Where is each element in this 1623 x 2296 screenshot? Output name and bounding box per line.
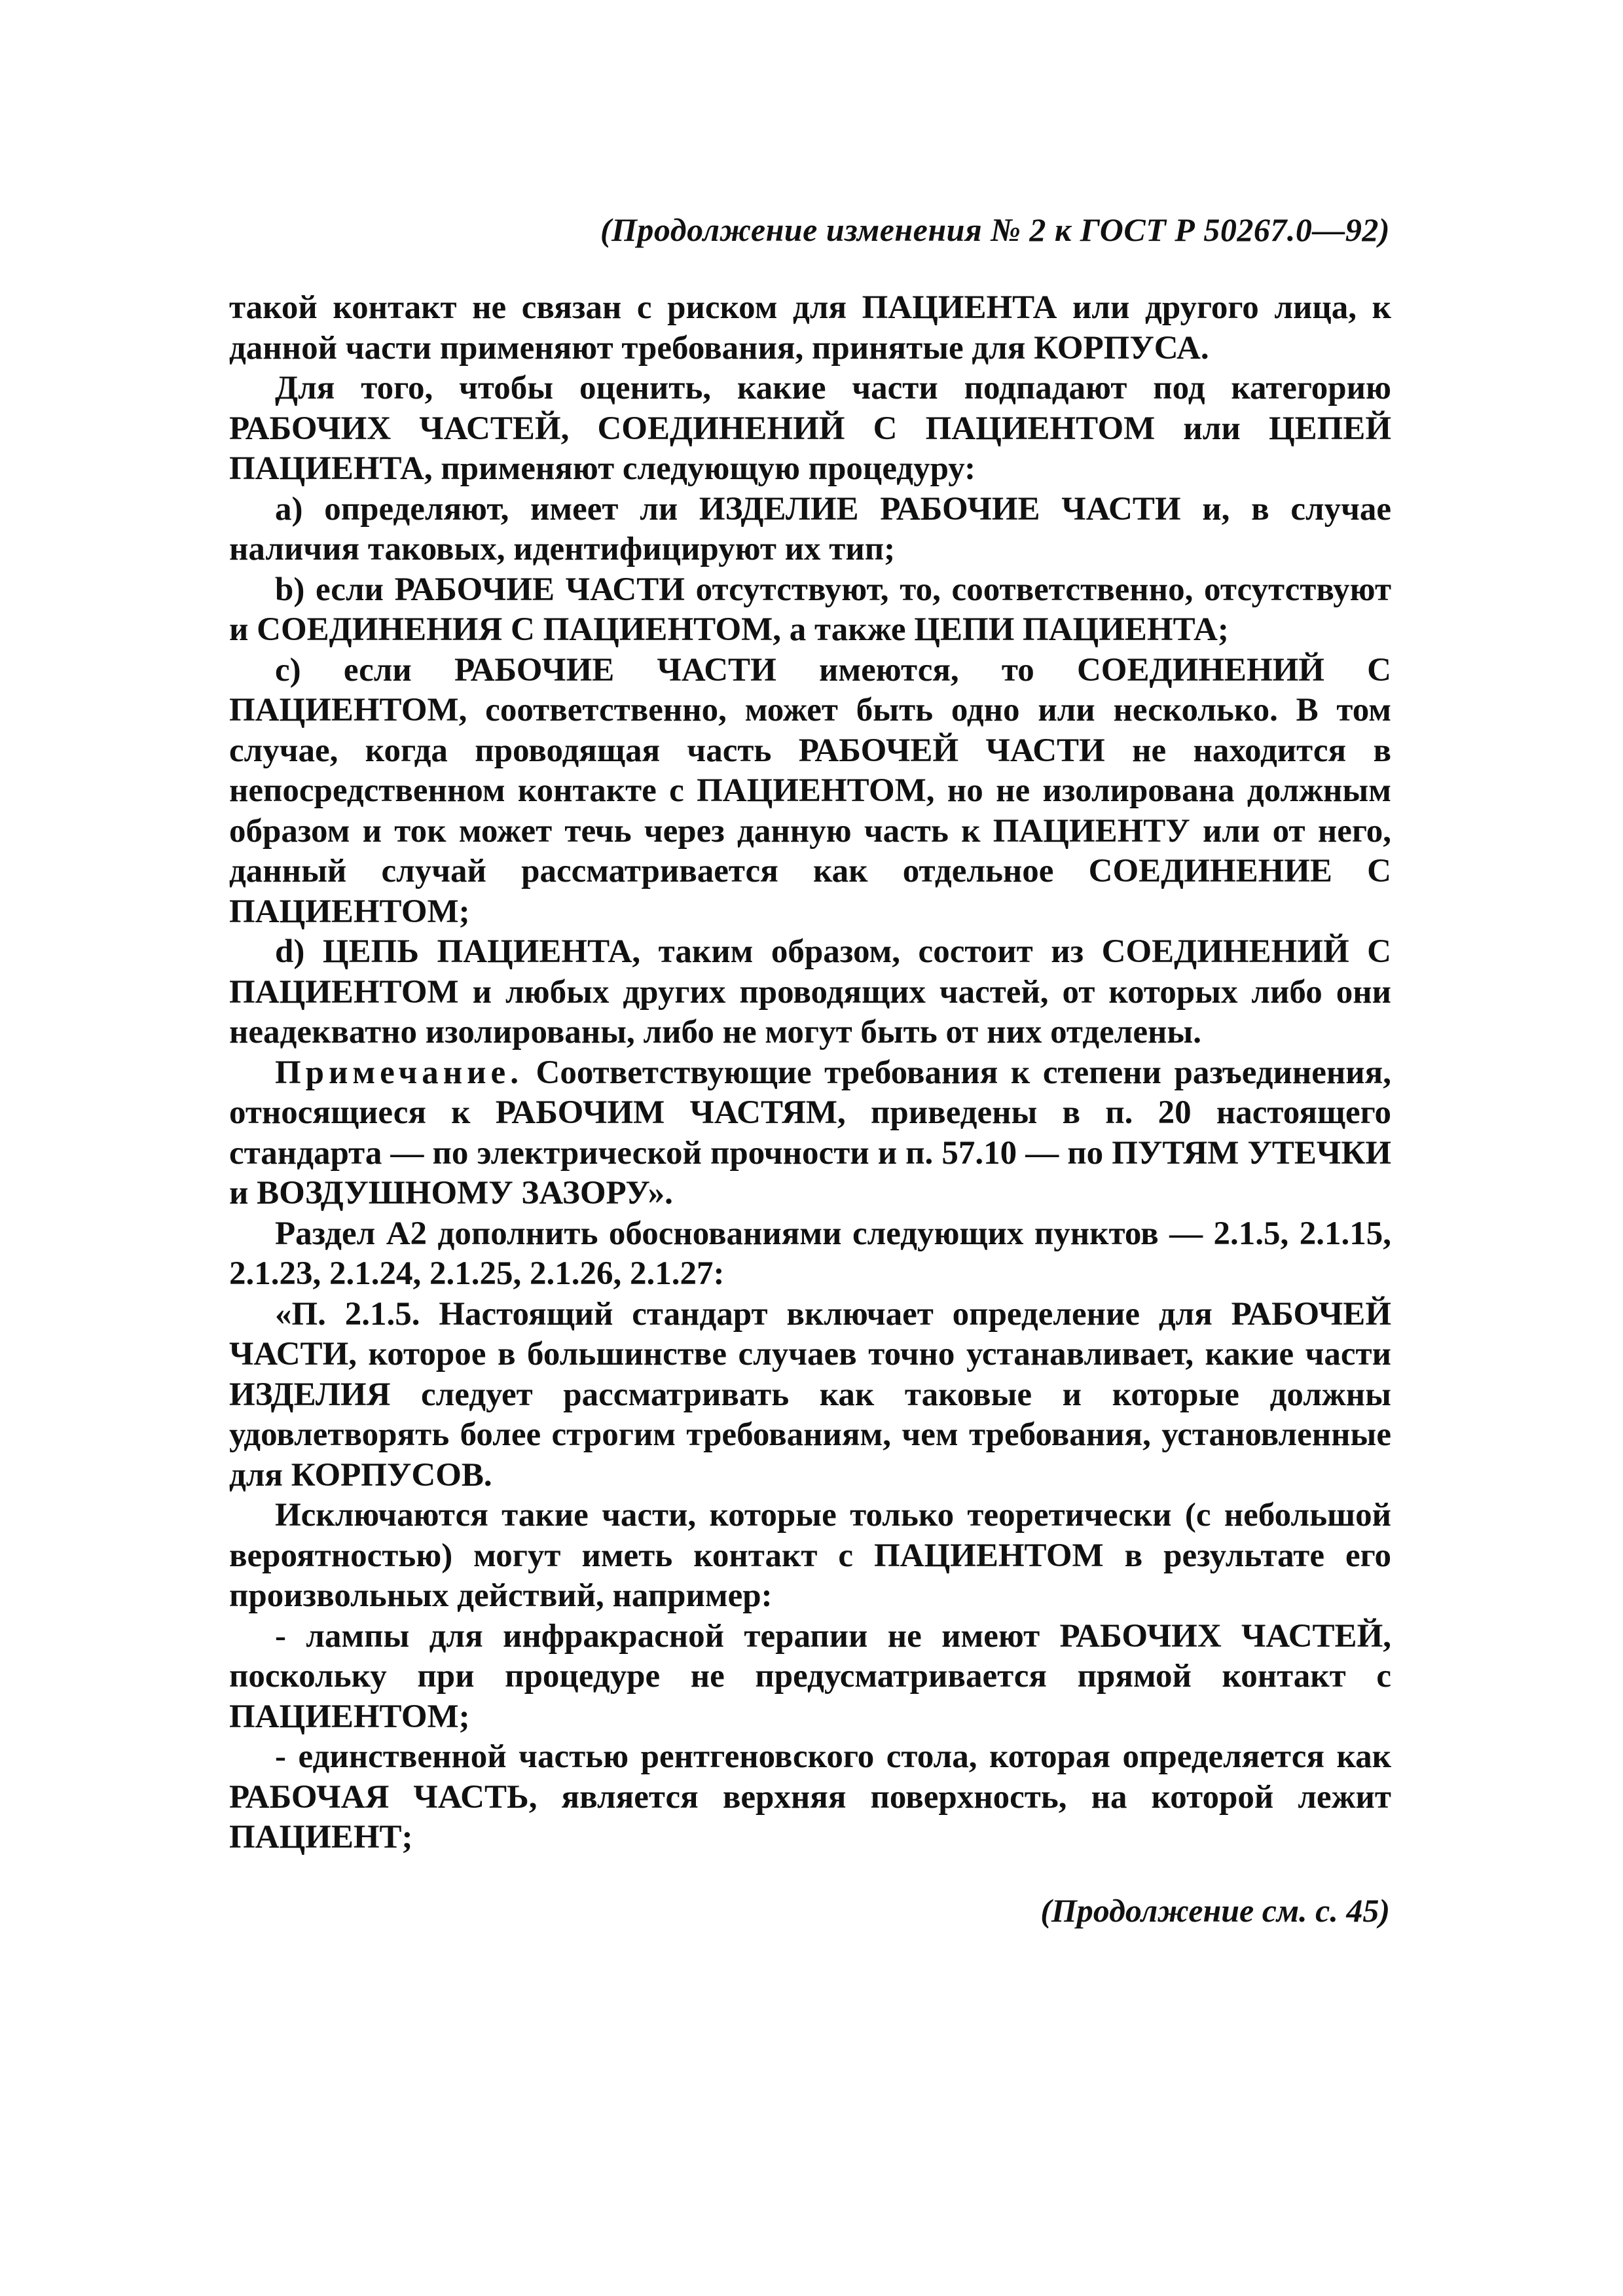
list-item-c: с) если РАБОЧИЕ ЧАСТИ имеются, то СОЕДИНЕНИЙ С ПАЦИЕНТОМ, соответственно, может быть одно или несколько. В том случае, когда проводящая часть РАБОЧЕЙ ЧАСТИ не находится в непосредственном контакте с ПАЦИЕНТОМ, но не изолирована должным образом и ток может течь через данную часть к ПАЦИЕНТУ или от него, данный случай рассматривается как отдельное СОЕДИНЕНИЕ С ПАЦИЕНТОМ; [229,651,1391,930]
page-header: (Продолжение изменения № 2 к ГОСТ Р 50267.0—92) [600,211,1390,248]
list-item-a: а) определяют, имеет ли ИЗДЕЛИЕ РАБОЧИЕ ЧАСТИ и, в случае наличия таковых, идентифицируют их тип; [229,490,1391,567]
body-text [229,288,1391,1858]
dash-item: - лампы для инфракрасной терапии не имеют РАБОЧИХ ЧАСТЕЙ, поскольку при процедуре не предусматривается прямой контакт с ПАЦИЕНТОМ; [229,1617,1391,1735]
list-item-d: d) ЦЕПЬ ПАЦИЕНТА, таким образом, состоит из СОЕДИНЕНИЙ С ПАЦИЕНТОМ и любых других проводящих частей, от которых либо они неадекватно изолированы, либо не могут быть от них отделены. [229,933,1391,1050]
note-paragraph [229,1053,1391,1214]
note-text: Соответствующие требования к степени разъединения, относящиеся к РАБОЧИМ ЧАСТЯМ, приведены в п. 20 настоящего стандарта — по электрической прочности и п. 57.10 — по ПУТЯМ УТЕЧКИ и ВОЗДУШНОМУ ЗАЗОРУ». [229,1054,1391,1211]
note-label: Примечание. [275,1054,523,1091]
paragraph: Для того, чтобы оценить, какие части подпадают под категорию РАБОЧИХ ЧАСТЕЙ, СОЕДИНЕНИЙ С ПАЦИЕНТОМ или ЦЕПЕЙ ПАЦИЕНТА, применяют следующую процедуру: [229,370,1391,487]
dash-item: - единственной частью рентгеновского стола, которая определяется как РАБОЧАЯ ЧАСТЬ, является верхняя поверхность, на которой лежит ПАЦИЕНТ; [229,1738,1391,1856]
paragraph: Исключаются такие части, которые только теоретически (с небольшой вероятностью) могут иметь контакт с ПАЦИЕНТОМ в результате его произвольных действий, например: [229,1497,1391,1614]
paragraph: такой контакт не связан с риском для ПАЦИЕНТА или другого лица, к данной части применяют требования, принятые для КОРПУСА. [229,289,1391,367]
paragraph: Раздел А2 дополнить обоснованиями следующих пунктов — 2.1.5, 2.1.15, 2.1.23, 2.1.24, 2.1.25, 2.1.26, 2.1.27: [229,1215,1391,1292]
list-item-b: b) если РАБОЧИЕ ЧАСТИ отсутствуют, то, соответственно, отсутствуют и СОЕДИНЕНИЯ С ПАЦИЕНТОМ, а также ЦЕПИ ПАЦИЕНТА; [229,571,1391,648]
paragraph: «П. 2.1.5. Настоящий стандарт включает определение для РАБОЧЕЙ ЧАСТИ, которое в большинстве случаев точно устанавливает, какие части ИЗДЕЛИЯ следует рассматривать как таковые и которые должны удовлетворять более строгим требованиям, чем требования, установленные для КОРПУСОВ. [229,1295,1391,1494]
page-footer: (Продолжение см. с. 45) [1040,1892,1390,1929]
